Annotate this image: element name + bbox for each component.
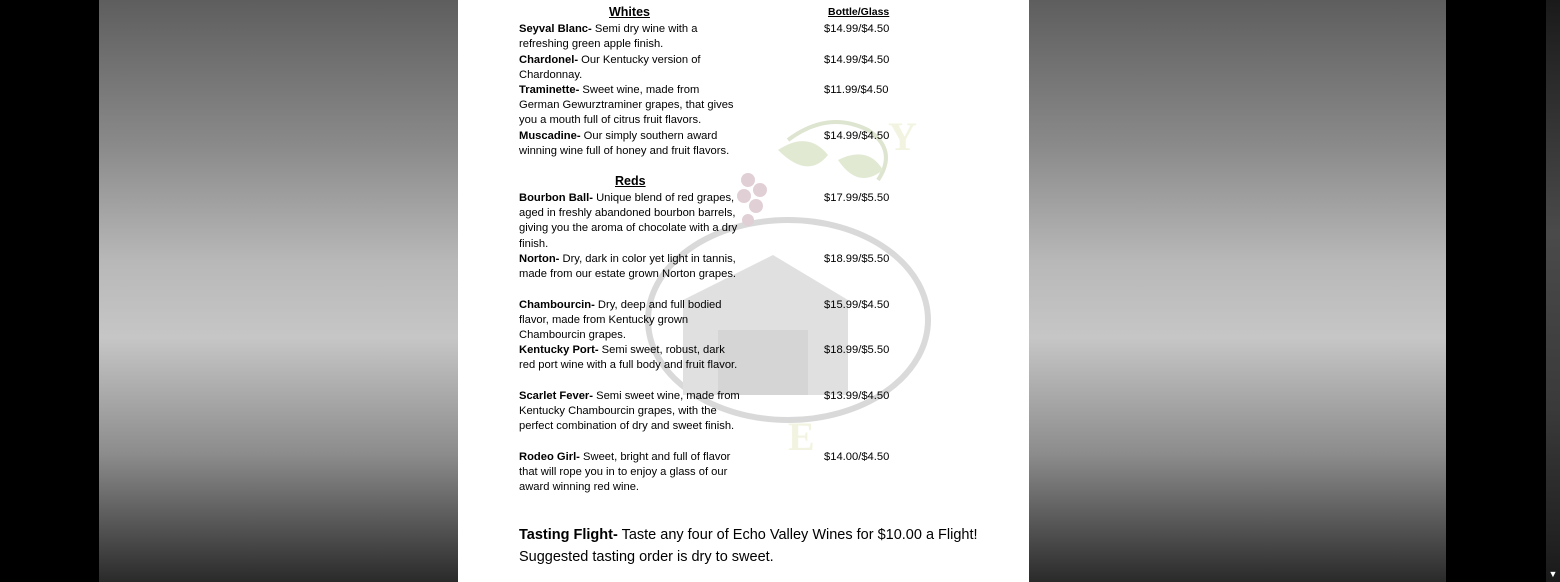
vertical-scrollbar[interactable] [1546, 0, 1560, 582]
whites-heading: Whites [609, 5, 650, 19]
wine-entry-scarlet-fever: Scarlet Fever- Semi sweet wine, made from Kentucky Chambourcin grapes, with the perfect combination of dry and sweet finish. [519, 390, 740, 433]
scroll-down-icon[interactable]: ▼ [1548, 569, 1558, 579]
reds-heading: Reds [615, 174, 646, 188]
price-chardonel: $14.99/$4.50 [824, 54, 890, 66]
tasting-flight: Tasting Flight- Taste any four of Echo Valley Wines for $10.00 a Flight! Suggested tasting order is dry to sweet. [519, 527, 978, 565]
price-muscadine: $14.99/$4.50 [824, 130, 890, 142]
wine-menu [458, 0, 1029, 582]
price-norton: $18.99/$5.50 [824, 253, 890, 265]
price-traminette: $11.99/$4.50 [824, 84, 889, 96]
document-page [458, 0, 1029, 582]
price-seyval-blanc: $14.99/$4.50 [824, 23, 890, 35]
wine-entry-chambourcin: Chambourcin- Dry, deep and full bodied flavor, made from Kentucky grown Chambourcin grapes. [519, 299, 722, 342]
wine-entry-chardonel: Chardonel- Our Kentucky version of Chardonnay. [519, 54, 701, 82]
right-margin [1446, 0, 1546, 582]
wine-entry-rodeo-girl: Rodeo Girl- Sweet, bright and full of flavor that will rope you in to enjoy a glass of our award winning red wine. [519, 451, 731, 494]
tasting-order-note: Suggested tasting order is dry to sweet. [519, 549, 774, 565]
wine-entry-bourbon-ball: Bourbon Ball- Unique blend of red grapes, aged in freshly abandoned bourbon barrels, giving you the aroma of chocolate with a dry finish. [519, 192, 738, 250]
price-rodeo-girl: $14.00/$4.50 [824, 451, 890, 463]
bottle-glass-heading: Bottle/Glass [828, 6, 890, 18]
wine-entry-seyval-blanc: Seyval Blanc- Semi dry wine with a refreshing green apple finish. [519, 23, 698, 51]
svg-text:E: E [788, 414, 815, 459]
left-margin [0, 0, 99, 582]
price-scarlet-fever: $13.99/$4.50 [824, 390, 890, 402]
svg-text:Y: Y [888, 114, 917, 159]
wine-entry-traminette: Traminette- Sweet wine, made from German Gewurztraminer grapes, that gives you a mouth full of citrus fruit flavors. [519, 84, 734, 127]
wine-entry-norton: Norton- Dry, dark in color yet light in tannis, made from our estate grown Norton grapes. [519, 253, 737, 281]
price-bourbon-ball: $17.99/$5.50 [824, 192, 890, 204]
price-chambourcin: $15.99/$4.50 [824, 299, 890, 311]
price-kentucky-port: $18.99/$5.50 [824, 344, 890, 356]
wine-entry-muscadine: Muscadine- Our simply southern award winning wine full of honey and fruit flavors. [519, 130, 730, 158]
wine-entry-kentucky-port: Kentucky Port- Semi sweet, robust, dark red port wine with a full body and fruit flavor. [519, 344, 738, 372]
